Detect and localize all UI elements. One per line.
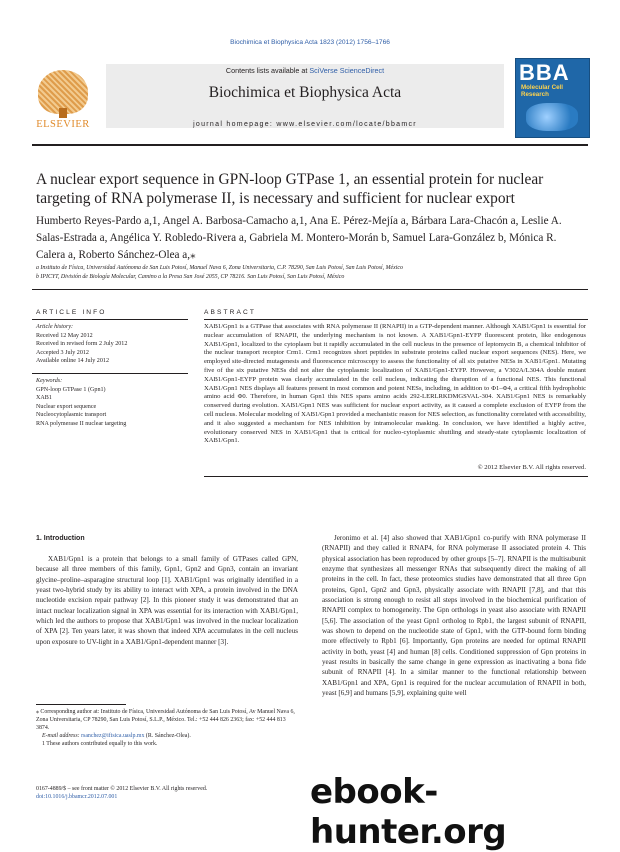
doi-link[interactable]: doi:10.1016/j.bbamcr.2012.07.001	[36, 794, 118, 800]
cover-art	[526, 103, 578, 131]
corresponding-author-note: ⁎ Corresponding author at: Instituto de Física, Universidad Autónoma de San Luis Potosí, Av Manuel Nava 6, Zona Universitaria, CP 78290, San Luis Potosí, S.L.P., México. Tel.: +52 444 826 2363; fax: +52 444 813 3874.	[36, 709, 295, 731]
body-column-left	[36, 554, 298, 647]
keyword-item: Nucleocytoplasmic transport	[36, 412, 107, 419]
history-received: Received 12 May 2012	[36, 332, 93, 339]
issn-line: 0167-4889/$ – see front matter © 2012 Elsevier B.V. All rights reserved.	[36, 786, 208, 792]
article-history	[36, 323, 186, 366]
elsevier-logo	[32, 70, 94, 132]
cover-subtitle: Molecular Cell Research	[521, 84, 563, 98]
keyword-item: GPN-loop GTPase 1 (Gpn1)	[36, 386, 106, 393]
contents-line: Contents lists available at SciVerse ScienceDirect	[225, 66, 385, 75]
journal-citation[interactable]: Biochimica et Biophysica Acta 1823 (2012) 1756–1766	[230, 39, 390, 46]
keyword-item: Nuclear export sequence	[36, 403, 97, 410]
copyright: © 2012 Elsevier B.V. All rights reserved.	[477, 464, 586, 471]
body-column-right	[322, 533, 586, 699]
cover-title: BBA	[519, 60, 570, 85]
header-rule	[32, 144, 588, 146]
history-label: Article history:	[36, 324, 74, 330]
journal-cover	[515, 58, 590, 138]
footnotes	[36, 708, 298, 748]
keyword-item: RNA polymerase II nuclear targeting	[36, 420, 127, 427]
affiliation-a: a Instituto de Física, Universidad Autónoma de San Luis Potosí, Manuel Nava 6, Zona Universitaria, C.P. 78290, San Luis Potosí, San Luis Potosí, México	[36, 265, 403, 271]
keywords-label: Keywords:	[36, 378, 63, 384]
publisher-name: ELSEVIER	[36, 119, 90, 130]
affiliation-b: b IPICYT, División de Biología Molecular, Camino a la Presa San José 2055, CP 78216. San Luis Potosí, San Luis Potosí, México	[36, 273, 345, 280]
author-list: Humberto Reyes-Pardo a,1, Angel A. Barbosa-Camacho a,1, Ana E. Pérez-Mejía a, Bárbara Lara-Chacón a, Leslie A. Salas-Estrada a, Angélica Y. Robledo-Rivera a, Gabriela M. Montero-Morán b, Samuel Lara-González b, Mónica R. Calera a, Roberto Sánchez-Olea a,⁎	[36, 215, 562, 261]
history-revised: Received in revised form 2 July 2012	[36, 341, 128, 348]
section-heading-introduction: 1. Introduction	[36, 535, 85, 542]
page-footer	[36, 785, 298, 801]
journal-homepage[interactable]: journal homepage: www.elsevier.com/locate/bbamcr	[193, 121, 417, 128]
email-link[interactable]: rsanchez@ifisica.uaslp.mx	[81, 733, 145, 739]
history-accepted: Accepted 3 July 2012	[36, 349, 89, 356]
article-info-heading: ARTICLE INFO	[36, 309, 107, 316]
abstract-heading: ABSTRACT	[204, 309, 256, 316]
journal-title: Biochimica et Biophysica Acta	[208, 84, 402, 101]
keywords	[36, 377, 186, 429]
sciencedirect-link[interactable]: SciVerse ScienceDirect	[309, 66, 385, 75]
keyword-item: XAB1	[36, 395, 52, 402]
equal-contribution-note: 1 These authors contributed equally to this work.	[42, 741, 158, 747]
affiliations	[36, 264, 586, 281]
email-note: E-mail address: rsanchez@ifisica.uaslp.mx (R. Sánchez-Olea).	[42, 733, 191, 739]
history-online: Available online 14 July 2012	[36, 358, 109, 365]
paragraph: XAB1/Gpn1 is a protein that belongs to a small family of GTPases called GPN, because all three members of this family, Gpn1, Gpn2 and Gpn3, contain an invariant glycine–proline–asparagine structural loop [1]. XAB1/Gpn1 was originally identified in a yeast two-hybrid study by its ability to interact with XPA, a protein involved in the DNA nucleotide excision repair pathway [2]. In this pioneer study it was demonstrated that an intact nuclear localization signal in XPA was essential for its interaction with XAB1/Gpn1, which led the authors to propose that XAB1/Gpn1 was involved in the nuclear localization of XPA [2]. Ten years later, it was shown that indeed XPA accumulates in the cell nucleus upon exposure to UV-light in a XAB1/Gpn1-dependent manner [3].	[36, 555, 298, 646]
article-title: A nuclear export sequence in GPN-loop GTPase 1, an essential protein for nuclear targeting of RNA polymerase II, is necessary and sufficient for nuclear export	[36, 171, 544, 207]
paragraph: Jeronimo et al. [4] also showed that XAB1/Gpn1 co-purify with RNA polymerase II (RNAPII) and they called it RNAP4, for RNA polymerase II associated protein 4. This physical association has been reproduced by other groups [5–7]. RNAPII is the multisubunit enzyme that synthesizes all messenger RNAs that subsequently direct the making of all proteins in the cell. In fact, these proteomics studies have demonstrated that all three Gpn proteins, Gpn1, Gpn2 and Gpn3, physically associate with RNAPII [7,8], and that this association is strong enough to resist all steps involved in the biochemical purification of RNAPII complex to homogeneity. The Gpn orthologs in yeast also associate with RNAPII [5,6]. The association of the yeast Gpn1 ortholog to Rpb1, the largest subunit of RNAPII, was shown to depend on the nucleotide state of Gpn1, with the GTP-bound form binding more effectively to Rpb1 [6]. Importantly, Gpn proteins are needed for optimal RNAPII activity in both, yeast [4] and human [8] cells. Conditioned suppression of Gpn proteins in yeast results in basically the same change in gene expression as inactivating a bona fide subunit of RNAPII [4]. In a similar manner to the functional relationship between XAB1/Gpn1 and XPA, Gpn1 is required for the nuclear accumulation of RNAPII in both, yeast [6,9] and humans [5,9], explaining quite well	[322, 534, 586, 698]
abstract-text: XAB1/Gpn1 is a GTPase that associates with RNA polymerase II (RNAPII) in a GTP-dependent manner. Although XAB1/Gpn1 is essential for nuclear accumulation of RNAPII, the underlying mechanism is not known. A XAB1/Gpn1-EYFP fluorescent protein, like endogenous XAB1/Gpn1, localized to the cytoplasm but it rapidly accumulated in the cell nucleus in the presence of leptomycin B, a chemical inhibitor of the nuclear transport receptor Crm1. Crm1 recognizes short peptides in substrate proteins called nuclear export sequences (NES). Here, we employed site-directed mutagenesis and fluorescence microscopy to assess the functionality of all six putative NESs in XAB1/Gpn1. Mutating five of the six putative NESs did not alter the cytoplasmic localization of XAB1/Gpn1-EYFP. However, a V302A/L304A double mutant XAB1/Gpn1-EYFP protein was clearly accumulated in the cell nucleus, indicating the disruption of a functional NES. This functional XAB1/Gpn1 NES displays all features present in most common and potent NESs, including, in addition to Φ1–Φ4, a critical fifth hydrophobic amino acid Φ0. Therefore, in human Gpn1 this NES spans amino acids 292-LERLRKDMGSVAL-304. XAB1/Gpn1 NES is remarkably conserved during evolution. XAB1/Gpn1 NES was sufficient for nuclear export activity, as it caused a complete exclusion of EYFP from the cell nucleus. Molecular modeling of XAB1/Gpn1 provided a mechanistic reason for NES selection, as functionality correlated with accessibility, and it also suggested a mechanism for NES inhibition by intramolecular masking. In conclusion, we have identified a highly active, evolutionary conserved NES in XAB1/Gpn1 that is critical for nucleo-cytoplasmic shuttling and steady-state cytoplasmic localization of XAB1/Gpn1.	[204, 323, 586, 445]
affiliation-rule	[32, 289, 588, 290]
watermark: ebook-hunter.org	[310, 772, 507, 852]
